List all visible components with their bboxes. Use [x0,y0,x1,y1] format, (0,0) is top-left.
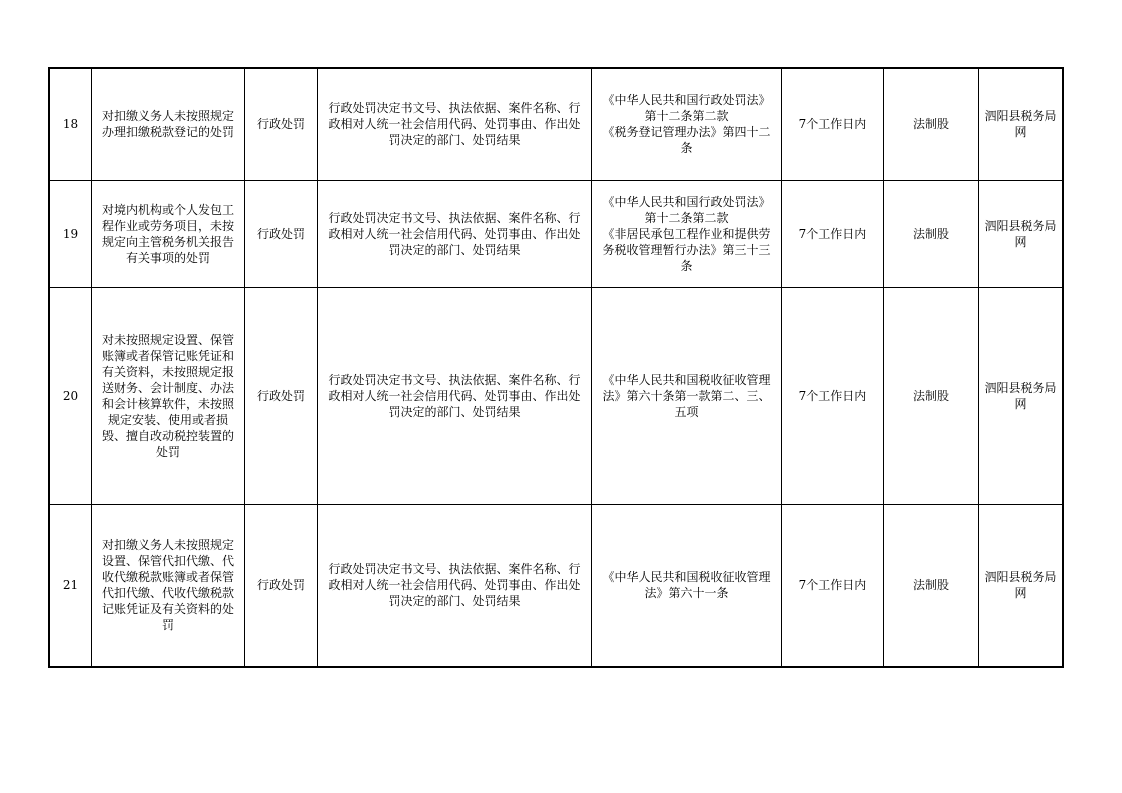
legal-basis [592,68,782,180]
item-name: 对境内机构或个人发包工程作业或劳务项目，未按规定向主管税务机关报告有关事项的处罚 [92,180,245,287]
table-row [49,504,1063,667]
legal-basis: 《中华人民共和国税收征收管理法》第六十一条 [592,504,782,667]
row-number: 21 [49,504,92,667]
row-number: 19 [49,180,92,287]
item-name: 对扣缴义务人未按照规定办理扣缴税款登记的处罚 [92,68,245,180]
table-row [49,287,1063,504]
legal-basis-line: 《税务登记管理办法》第四十二条 [602,125,771,156]
disclosure-time: 7个工作日内 [782,287,884,504]
item-type: 行政处罚 [245,287,318,504]
item-type: 行政处罚 [245,180,318,287]
row-number: 20 [49,287,92,504]
legal-basis-line: 《中华人民共和国行政处罚法》第十二条第二款 [602,93,771,124]
table-row [49,180,1063,287]
disclosure-channel: 泗阳县税务局网 [979,287,1064,504]
disclosure-channel: 泗阳县税务局网 [979,504,1064,667]
row-number: 18 [49,68,92,180]
disclosure-content: 行政处罚决定书文号、执法依据、案件名称、行政相对人统一社会信用代码、处罚事由、作出处罚决定的部门、处罚结果 [318,504,592,667]
legal-basis [592,180,782,287]
responsible-dept: 法制股 [884,504,979,667]
legal-basis-line: 《中华人民共和国行政处罚法》第十二条第二款 [602,194,771,225]
disclosure-content: 行政处罚决定书文号、执法依据、案件名称、行政相对人统一社会信用代码、处罚事由、作出处罚决定的部门、处罚结果 [318,180,592,287]
responsible-dept: 法制股 [884,68,979,180]
disclosure-time: 7个工作日内 [782,504,884,667]
legal-basis: 《中华人民共和国税收征收管理法》第六十条第一款第二、三、五项 [592,287,782,504]
item-type: 行政处罚 [245,504,318,667]
disclosure-content: 行政处罚决定书文号、执法依据、案件名称、行政相对人统一社会信用代码、处罚事由、作出处罚决定的部门、处罚结果 [318,68,592,180]
legal-basis-line: 《非居民承包工程作业和提供劳务税收管理暂行办法》第三十三条 [602,226,771,273]
responsible-dept: 法制股 [884,287,979,504]
disclosure-channel: 泗阳县税务局网 [979,68,1064,180]
disclosure-table [48,67,1064,668]
table-row [49,68,1063,180]
disclosure-content: 行政处罚决定书文号、执法依据、案件名称、行政相对人统一社会信用代码、处罚事由、作出处罚决定的部门、处罚结果 [318,287,592,504]
disclosure-channel: 泗阳县税务局网 [979,180,1064,287]
disclosure-time: 7个工作日内 [782,68,884,180]
disclosure-time: 7个工作日内 [782,180,884,287]
responsible-dept: 法制股 [884,180,979,287]
item-name: 对未按照规定设置、保管账簿或者保管记账凭证和有关资料，未按照规定报送财务、会计制度、办法和会计核算软件，未按照规定安装、使用或者损毁、擅自改动税控装置的处罚 [92,287,245,504]
item-name: 对扣缴义务人未按照规定设置、保管代扣代缴、代收代缴税款账簿或者保管代扣代缴、代收代缴税款记账凭证及有关资料的处罚 [92,504,245,667]
item-type: 行政处罚 [245,68,318,180]
